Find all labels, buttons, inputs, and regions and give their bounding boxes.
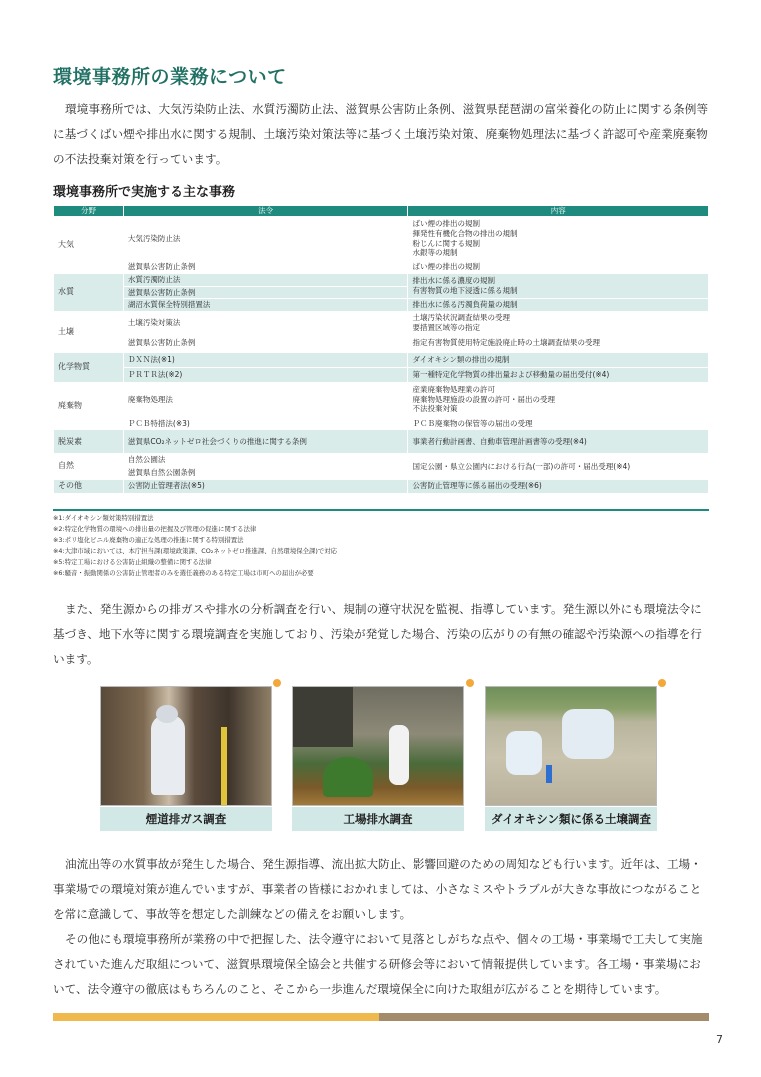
- header-field: 分野: [54, 206, 124, 217]
- law-cell: 滋賀県公害防止条例: [123, 261, 408, 274]
- content-line: 土壌汚染状況調査結果の受理: [412, 313, 510, 322]
- photo-caption: ダイオキシン類に係る土壌調査: [485, 807, 657, 831]
- duties-table: [53, 205, 709, 494]
- page-number: 7: [716, 1033, 723, 1046]
- law-cell: 滋賀県CO₂ネットゼロ社会づくりの推進に関する条例: [123, 430, 408, 454]
- table-row: [54, 352, 709, 367]
- table-row: [54, 417, 709, 430]
- content-line: 廃棄物処理施設の設置の許可・届出の受理: [412, 394, 555, 404]
- content-cell: [408, 417, 709, 430]
- note-item: ※4:大津市域においては、本庁担当課(環境政策課、CO₂ネットゼロ推進課、自然環境保全課)で対応: [53, 546, 338, 555]
- content-line: ばい煙の排出の規制: [412, 219, 480, 228]
- table-row: [54, 273, 709, 286]
- content-line: ばい煙の排出の規制: [412, 262, 480, 271]
- note-item: ※1:ダイオキシン類対策特別措置法: [53, 514, 154, 522]
- header-content: 内容: [408, 206, 709, 217]
- field-cell: 土壌: [54, 312, 124, 353]
- factory-wastewater-survey-photo: [292, 686, 464, 806]
- content-line: 排出水に係る汚濁負荷量の規制: [412, 300, 518, 310]
- law-cell: 滋賀県公害防止条例: [123, 286, 408, 299]
- content-cell: [408, 367, 709, 382]
- note-item: ※2:特定化学物質の環境への排出量の把握及び管理の促進に関する法律: [53, 524, 257, 533]
- law-cell: 湖沼水質保全特別措置法: [123, 299, 408, 312]
- table-notes: [53, 513, 709, 578]
- content-line: 粉じんに関する規制: [412, 238, 480, 248]
- law-cell: 廃棄物処理法: [123, 382, 408, 417]
- content-cell: [408, 430, 709, 454]
- content-line: 第一種特定化学物質の排出量および移動量の届出受付(※4): [412, 369, 610, 379]
- content-line: 産業廃棄物処理業の許可: [412, 384, 495, 394]
- table-header-row: [54, 206, 709, 217]
- note-item: ※3:ポリ塩化ビニル廃棄物の適正な処理の推進に関する特別措置法: [53, 535, 244, 544]
- law-cell: ＰＲＴＲ法(※2): [123, 367, 408, 382]
- table-row: [54, 430, 709, 454]
- content-cell: [408, 479, 709, 493]
- table-row: [54, 299, 709, 312]
- content-cell: [408, 312, 709, 335]
- table-row: [54, 217, 709, 261]
- content-line: 指定有害物質使用特定施設廃止時の土壌調査結果の受理: [412, 338, 600, 348]
- law-cell: 自然公園法: [123, 454, 408, 467]
- content-line: ダイオキシン類の排出の規制: [412, 354, 510, 364]
- content-line: 有害物質の地下浸透に係る規制: [412, 286, 518, 295]
- content-line: ＰＣＢ廃棄物の保管等の届出の受理: [412, 418, 533, 428]
- content-line: 公害防止管理等に係る届出の受理(※6): [412, 481, 542, 491]
- photo-caption: 工場排水調査: [292, 807, 464, 831]
- flue-gas-survey-photo: [100, 686, 272, 806]
- content-cell: [408, 261, 709, 274]
- header-law: 法令: [123, 206, 408, 217]
- table-title: 環境事務所で実施する主な事務: [53, 185, 236, 200]
- field-cell: 脱炭素: [54, 430, 124, 454]
- law-cell: 大気汚染防止法: [123, 217, 408, 261]
- law-cell: 滋賀県自然公園条例: [123, 467, 408, 480]
- content-line: 要措置区域等の指定: [412, 322, 480, 332]
- law-cell: ＤＸＮ法(※1): [123, 352, 408, 367]
- law-cell: 公害防止管理者法(※5): [123, 479, 408, 493]
- monitoring-paragraph: また、発生源からの排ガスや排水の分析調査を行い、規制の遵守状況を監視、指導しています。発生源以外にも環境法令に基づき、地下水等に関する環境調査を実施しており、汚染が発覚した場合、汚染の広がりの有無の確認や汚染源への指導を行います。: [53, 602, 702, 666]
- footer-bar-brown: [379, 1013, 709, 1021]
- content-line: 排出水に係る濃度の規制: [412, 276, 495, 286]
- content-cell: [408, 217, 709, 261]
- law-cell: ＰＣＢ特措法(※3): [123, 417, 408, 430]
- content-cell: [408, 382, 709, 417]
- field-cell: 廃棄物: [54, 382, 124, 430]
- content-cell: [408, 352, 709, 367]
- field-cell: 大気: [54, 217, 124, 274]
- content-line: 事業者行動計画書、自動車管理計画書等の受理(※4): [412, 436, 587, 446]
- closing-section: [53, 852, 709, 1002]
- field-cell: その他: [54, 479, 124, 493]
- content-cell: [408, 273, 709, 299]
- photo-marker-icon: [658, 679, 666, 687]
- content-line: 水銀等の規制: [412, 248, 458, 258]
- content-line: 揮発性有機化合物の排出の規制: [412, 228, 518, 238]
- table-bottom-line: [53, 509, 709, 511]
- note-item: ※5:特定工場における公害防止組織の整備に関する法律: [53, 557, 212, 566]
- law-cell: 滋賀県公害防止条例: [123, 334, 408, 352]
- table-row: [54, 334, 709, 352]
- closing-paragraph: その他にも環境事務所が業務の中で把握した、法令遵守において見落としがちな点や、個々の工場・事業場で工夫して実施されていた進んだ取組について、滋賀県環境保全協会と共催する研修会等において情報提供しています。各工場・事業場において、法令遵守の徹底はもちろんのこと、そこから一歩進んだ環境保全に向けた取組が広がることを期待しています。: [53, 932, 703, 996]
- content-cell: [408, 299, 709, 312]
- table-row: [54, 312, 709, 335]
- photo-marker-icon: [466, 679, 474, 687]
- content-cell: [408, 334, 709, 352]
- photo-marker-icon: [273, 679, 281, 687]
- closing-paragraph: 油流出等の水質事故が発生した場合、発生源指導、流出拡大防止、影響回避のための周知なども行います。近年は、工場・事業場での環境対策が進んでいますが、事業者の皆様におかれましては、小さなミスやトラブルが大きな事故につながることを常に意識して、事故等を想定した訓練などの備えをお願いします。: [53, 857, 702, 921]
- law-cell: 土壌汚染対策法: [123, 312, 408, 335]
- dioxin-soil-survey-photo: [485, 686, 657, 806]
- content-line: 国定公園・県立公園内における行為(一部)の許可・届出受理(※4): [412, 461, 631, 471]
- table-row: [54, 454, 709, 467]
- intro-paragraph: 環境事務所では、大気汚染防止法、水質汚濁防止法、滋賀県公害防止条例、滋賀県琵琶湖の富栄養化の防止に関する条例等に基づくばい煙や排出水に関する規制、土壌汚染対策法等に基づく土壌汚染対策、廃棄物処理法に基づく許認可や産業廃棄物の不法投棄対策を行っています。: [53, 102, 709, 166]
- table-row: [54, 479, 709, 493]
- table-row: [54, 261, 709, 274]
- table-row: [54, 382, 709, 417]
- field-cell: 化学物質: [54, 352, 124, 382]
- table-row: [54, 367, 709, 382]
- footer-bar-orange: [53, 1013, 379, 1021]
- content-line: 不法投棄対策: [412, 404, 458, 414]
- field-cell: 自然: [54, 454, 124, 480]
- page-title: 環境事務所の業務について: [53, 66, 287, 88]
- content-cell: [408, 454, 709, 480]
- law-cell: 水質汚濁防止法: [123, 273, 408, 286]
- field-cell: 水質: [54, 273, 124, 311]
- note-item: ※6:騒音・振動関係の公害防止管理者のみを選任義務のある特定工場は市町への届出が必要: [53, 568, 314, 577]
- photo-caption: 煙道排ガス調査: [100, 807, 272, 831]
